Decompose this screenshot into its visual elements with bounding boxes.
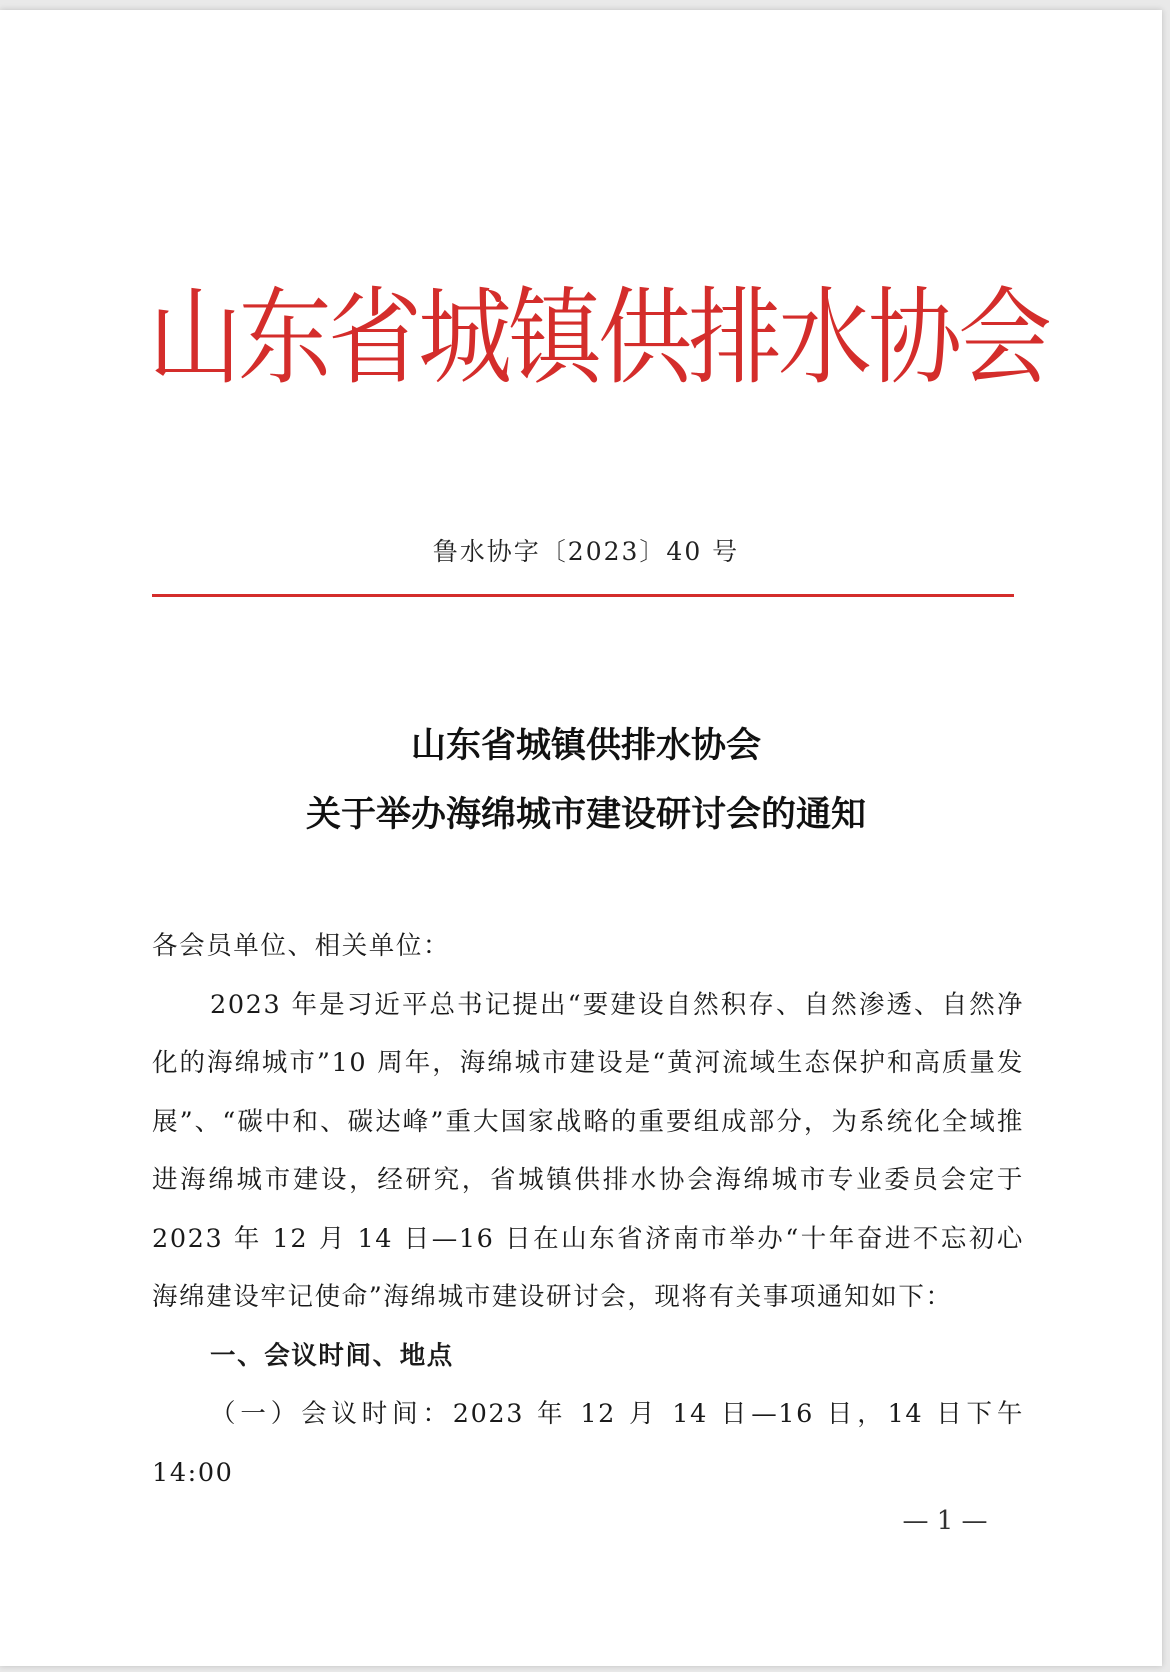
notice-body — [152, 917, 1024, 1502]
document-number: 鲁水协字〔2023〕40 号 — [432, 537, 740, 566]
organization-masthead: 山东省城镇供排水协会 — [148, 277, 1049, 400]
page-number: — 1 — — [902, 1506, 988, 1536]
body-paragraph: 2023 年是习近平总书记提出“要建设自然积存、自然渗透、自然净化的海绵城市”10 周年，海绵城市建设是“黄河流域生态保护和高质量发展”、“碳中和、碳达峰”重大国家战略的重要组成部分，为系统化全域推进海绵城市建设，经研究，省城镇供排水协会海绵城市专业委员会定于 2023 年 12 月 14 日—16 日在山东省济南市举办“十年奋进不忘初心 海绵建设牢记使命”海绵城市建设研讨会，现将有关事项通知如下： — [152, 989, 1024, 1312]
document-page — [0, 10, 1162, 1666]
meeting-time-item: （一）会议时间：2023 年 12 月 14 日—16 日，14 日下午 14:00 — [152, 1399, 1024, 1488]
notice-title-line1: 山东省城镇供排水协会 — [410, 726, 761, 766]
section-heading: 一、会议时间、地点 — [210, 1340, 454, 1371]
red-divider-line — [152, 594, 1014, 597]
salutation: 各会员单位、相关单位： — [152, 931, 451, 961]
notice-title-line2: 关于举办海绵城市建设研讨会的通知 — [305, 795, 866, 835]
